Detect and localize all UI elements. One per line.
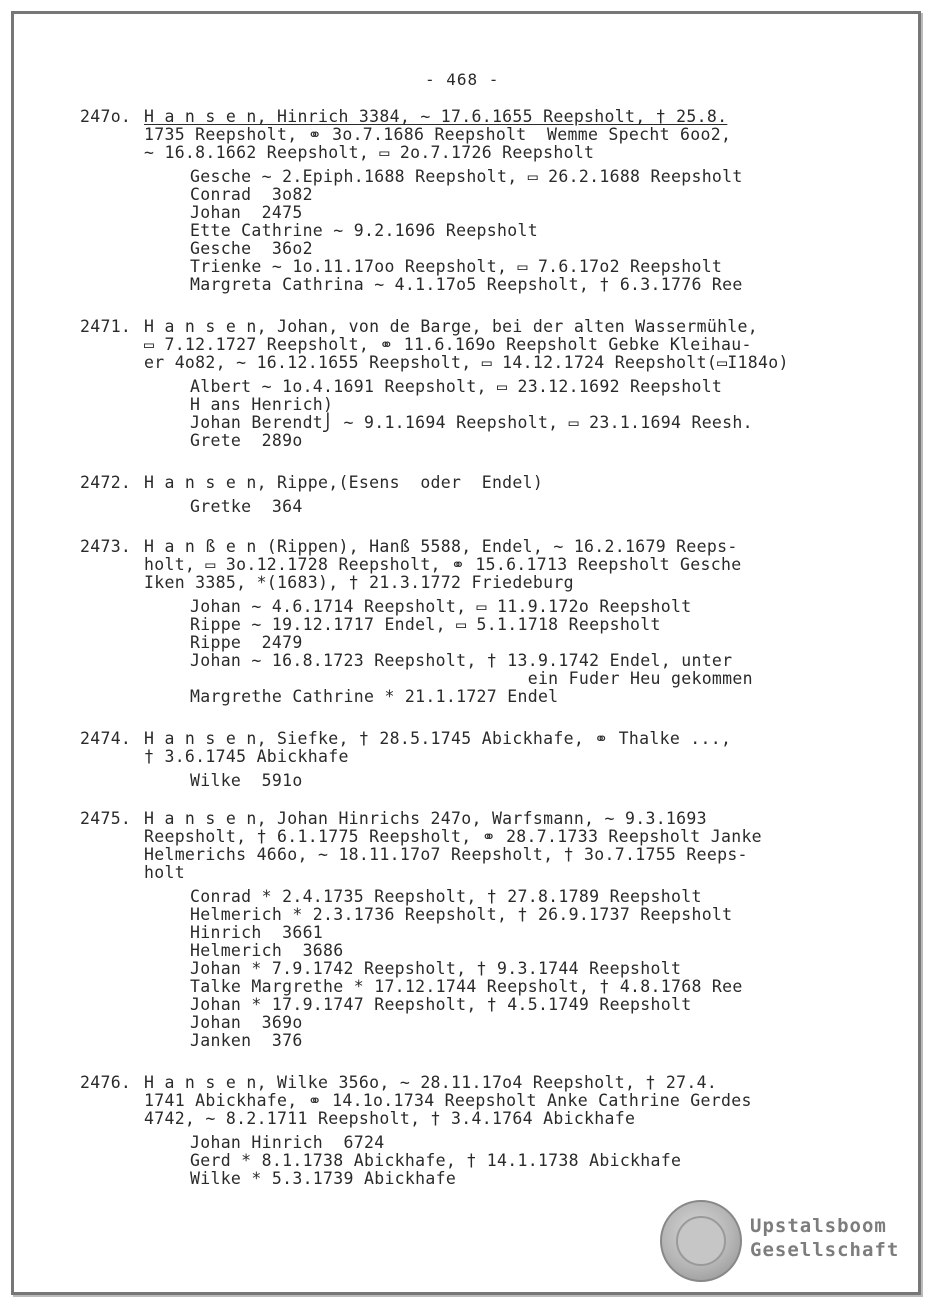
logo-text: [750, 1214, 899, 1262]
entry-text: H a n s e n, Siefke, † 28.5.1745 Abickhafe, ⚭ Thalke ...,: [144, 729, 732, 748]
entry-text: H a n s e n, Rippe,(Esens oder Endel): [144, 473, 544, 492]
entry-number: 2474.: [80, 729, 132, 748]
entry-line: [80, 810, 820, 828]
entry-line: Helmerichs 466o, ~ 18.11.17o7 Reepsholt, † 3o.7.1755 Reeps-: [144, 845, 748, 864]
genealogy-entry: [80, 108, 820, 294]
entry-number: 2476.: [80, 1073, 132, 1092]
child-item: Conrad 3o82: [190, 185, 313, 204]
child-item: Albert ~ 1o.4.1691 Reepsholt, ▭ 23.12.1692 Reepsholt: [190, 377, 723, 396]
entry-number: 2473.: [80, 537, 132, 556]
child-item: Wilke * 5.3.1739 Abickhafe: [190, 1169, 457, 1188]
children-list: [80, 772, 820, 790]
entry-line: holt: [144, 863, 185, 882]
child-item: Janken 376: [190, 1031, 303, 1050]
entry-text: H a n ß e n (Rippen), Hanß 5588, Endel, ~ 16.2.1679 Reeps-: [144, 537, 738, 556]
child-item: ein Fuder Heu gekommen: [190, 669, 753, 688]
entry-line: [80, 730, 820, 748]
child-item: Talke Margrethe * 17.12.1744 Reepsholt, † 4.8.1768 Ree: [190, 977, 743, 996]
children-list: [80, 378, 820, 450]
children-list: [80, 1134, 820, 1188]
seal-icon: [660, 1200, 742, 1282]
entry-line: 4742, ~ 8.2.1711 Reepsholt, † 3.4.1764 Abickhafe: [144, 1109, 636, 1128]
child-item: Johan ~ 4.6.1714 Reepsholt, ▭ 11.9.172o Reepsholt: [190, 597, 692, 616]
entry-line: Reepsholt, † 6.1.1775 Reepsholt, ⚭ 28.7.1733 Reepsholt Janke: [144, 827, 762, 846]
child-item: Helmerich 3686: [190, 941, 344, 960]
children-list: [80, 598, 820, 706]
genealogy-entry: [80, 730, 820, 790]
entry-line: Iken 3385, *(1683), † 21.3.1772 Friedeburg: [144, 573, 574, 592]
entry-line: [80, 474, 820, 492]
child-item: Grete 289o: [190, 431, 303, 450]
genealogy-entry: [80, 1074, 820, 1188]
genealogy-entry: [80, 474, 820, 516]
entry-line: 1735 Reepsholt, ⚭ 3o.7.1686 Reepsholt Wemme Specht 6oo2,: [144, 125, 732, 144]
entry-number: 247o.: [80, 107, 132, 126]
entry-number: 2471.: [80, 317, 132, 336]
child-item: Johan Hinrich 6724: [190, 1133, 385, 1152]
entry-line: [80, 108, 820, 126]
child-item: Gesche 36o2: [190, 239, 313, 258]
entry-line: [80, 1074, 820, 1092]
entry-text: H a n s e n, Wilke 356o, ~ 28.11.17o4 Reepsholt, † 27.4.: [144, 1073, 718, 1092]
children-list: [80, 498, 820, 516]
child-item: Trienke ~ 1o.11.17oo Reepsholt, ▭ 7.6.17o2 Reepsholt: [190, 257, 723, 276]
child-item: Johan ~ 16.8.1723 Reepsholt, † 13.9.1742 Endel, unter: [190, 651, 733, 670]
genealogy-entry: [80, 318, 820, 450]
child-item: Helmerich * 2.3.1736 Reepsholt, † 26.9.1737 Reepsholt: [190, 905, 733, 924]
child-item: Margreta Cathrina ~ 4.1.17o5 Reepsholt, † 6.3.1776 Ree: [190, 275, 743, 294]
child-item: Rippe 2479: [190, 633, 303, 652]
entry-text: H a n s e n, Hinrich 3384, ~ 17.6.1655 Reepsholt, † 25.8.: [144, 107, 728, 126]
entry-line: holt, ▭ 3o.12.1728 Reepsholt, ⚭ 15.6.1713 Reepsholt Gesche: [144, 555, 742, 574]
child-item: Johan 2475: [190, 203, 303, 222]
entry-line: er 4o82, ~ 16.12.1655 Reepsholt, ▭ 14.12.1724 Reepsholt(▭I184o): [144, 353, 789, 372]
entry-line: † 3.6.1745 Abickhafe: [144, 747, 349, 766]
child-item: Wilke 591o: [190, 771, 303, 790]
child-item: Hinrich 3661: [190, 923, 324, 942]
child-item: H ans Henrich): [190, 395, 334, 414]
logo-line-2: Gesellschaft: [750, 1239, 900, 1261]
genealogy-entry: [80, 810, 820, 1050]
entry-line: ~ 16.8.1662 Reepsholt, ▭ 2o.7.1726 Reepsholt: [144, 143, 595, 162]
page-number: - 468 -: [425, 70, 500, 89]
child-item: Gretke 364: [190, 497, 303, 516]
child-item: Johan 369o: [190, 1013, 303, 1032]
entry-text: H a n s e n, Johan Hinrichs 247o, Warfsmann, ~ 9.3.1693: [144, 809, 707, 828]
child-item: Johan * 17.9.1747 Reepsholt, † 4.5.1749 Reepsholt: [190, 995, 692, 1014]
child-item: Gerd * 8.1.1738 Abickhafe, † 14.1.1738 Abickhafe: [190, 1151, 682, 1170]
children-list: [80, 888, 820, 1050]
child-item: Johan * 7.9.1742 Reepsholt, † 9.3.1744 Reepsholt: [190, 959, 682, 978]
child-item: Johan Berendt⎭ ~ 9.1.1694 Reepsholt, ▭ 23.1.1694 Reesh.: [190, 413, 753, 432]
entry-text: H a n s e n, Johan, von de Barge, bei der alten Wassermühle,: [144, 317, 759, 336]
entry-line: 1741 Abickhafe, ⚭ 14.1o.1734 Reepsholt Anke Cathrine Gerdes: [144, 1091, 752, 1110]
child-item: Rippe ~ 19.12.1717 Endel, ▭ 5.1.1718 Reepsholt: [190, 615, 661, 634]
entry-line: ▭ 7.12.1727 Reepsholt, ⚭ 11.6.169o Reepsholt Gebke Kleihau-: [144, 335, 752, 354]
entry-number: 2472.: [80, 473, 132, 492]
upstalsboom-logo: [660, 1200, 900, 1280]
child-item: Margrethe Cathrine * 21.1.1727 Endel: [190, 687, 559, 706]
children-list: [80, 168, 820, 294]
child-item: Conrad * 2.4.1735 Reepsholt, † 27.8.1789 Reepsholt: [190, 887, 702, 906]
child-item: Gesche ~ 2.Epiph.1688 Reepsholt, ▭ 26.2.1688 Reepsholt: [190, 167, 743, 186]
logo-line-1: Upstalsboom: [750, 1215, 887, 1237]
entry-line: [80, 538, 820, 556]
entry-number: 2475.: [80, 809, 132, 828]
entry-line: [80, 318, 820, 336]
genealogy-entry: [80, 538, 820, 706]
child-item: Ette Cathrine ~ 9.2.1696 Reepsholt: [190, 221, 538, 240]
